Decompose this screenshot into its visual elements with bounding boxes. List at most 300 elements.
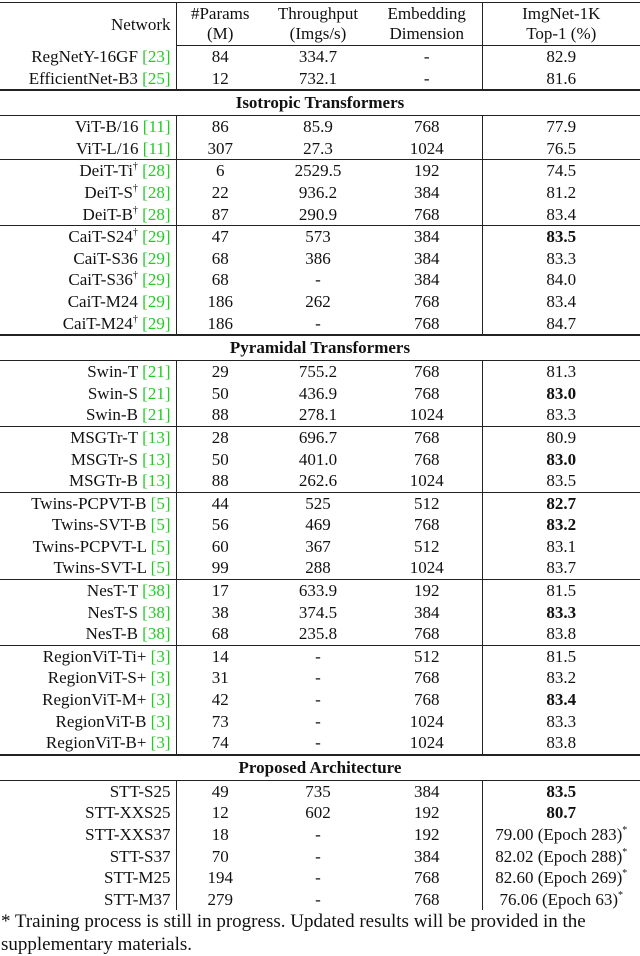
- network-name: RegNetY-16GF: [31, 46, 138, 66]
- top1-cell: [482, 580, 640, 602]
- throughput-cell: -: [264, 645, 372, 667]
- top1-cell: [482, 383, 640, 405]
- top1-value: 76.5: [546, 138, 577, 158]
- params-cell: 38: [211, 602, 229, 622]
- throughput-cell: -: [315, 868, 321, 888]
- top1-cell: [482, 536, 640, 558]
- network-cell: [0, 846, 176, 868]
- embedding-cell: -: [423, 68, 430, 88]
- table-row: [0, 580, 640, 602]
- top1-cell: [482, 557, 640, 579]
- section-title: Proposed Architecture: [0, 755, 640, 781]
- embedding-cell: 768: [372, 426, 482, 448]
- table-row: [0, 182, 640, 204]
- throughput-cell: -: [315, 668, 321, 688]
- params-cell: 99: [211, 558, 229, 578]
- top1-cell: [482, 492, 640, 514]
- citation-link: [29]: [142, 227, 171, 247]
- table-row: [0, 711, 640, 733]
- embedding-cell: 768: [414, 889, 440, 909]
- top1-cell: [482, 780, 640, 802]
- network-name: Swin-S: [87, 383, 138, 403]
- throughput-cell: -: [315, 825, 321, 844]
- params-cell: 88: [211, 471, 229, 491]
- params-cell: 14: [176, 645, 264, 667]
- params-cell: 87: [211, 204, 229, 224]
- throughput-cell: 469: [305, 515, 331, 535]
- top1-cell: [482, 160, 640, 182]
- throughput-cell: -: [315, 889, 321, 909]
- top1-cell: [482, 889, 640, 911]
- table-row: [0, 248, 640, 270]
- table-row: [0, 514, 640, 536]
- table-row: [0, 824, 640, 846]
- network-name: RegionViT-M+: [42, 690, 147, 710]
- params-cell: 29: [211, 362, 229, 382]
- network-cell: [0, 492, 176, 514]
- table-row: [0, 602, 640, 624]
- top1-value: 83.0: [546, 449, 577, 469]
- embedding-cell: 768: [414, 668, 440, 688]
- table-row: [0, 645, 640, 667]
- table-row: [0, 867, 640, 889]
- params-cell: 70: [211, 846, 229, 866]
- embedding-cell: 768: [414, 204, 440, 224]
- throughput-cell: 278.1: [298, 405, 338, 425]
- network-cell: [0, 602, 176, 624]
- throughput-cell: 290.9: [298, 204, 338, 224]
- network-name: STT-XXS25: [85, 803, 171, 823]
- top1-value: 80.7: [546, 803, 577, 823]
- header-top1-unit: Top-1 (%): [482, 24, 640, 46]
- network-cell: [0, 138, 176, 160]
- params-cell: 74: [211, 733, 229, 753]
- network-cell: [0, 889, 176, 911]
- table-row: [0, 291, 640, 313]
- network-name: Swin-B: [85, 405, 138, 425]
- throughput-cell: 262.6: [298, 471, 338, 491]
- table-row: [0, 802, 640, 824]
- network-cell: [0, 46, 176, 68]
- network-cell: [0, 689, 176, 711]
- top1-value: 83.4: [546, 690, 577, 710]
- network-cell: [0, 667, 176, 689]
- embedding-cell: 1024: [409, 471, 444, 491]
- network-name: CaiT-S36: [73, 248, 138, 268]
- top1-value: 77.9: [546, 117, 577, 137]
- table-row: [0, 426, 640, 448]
- section-header-row: [0, 755, 640, 781]
- embedding-cell: 768: [414, 313, 440, 333]
- dagger-mark: †: [132, 313, 138, 325]
- network-name: EfficientNet-B3: [28, 68, 138, 88]
- params-cell: 73: [211, 711, 229, 731]
- params-cell: 60: [211, 536, 229, 556]
- network-name: RegionViT-S+: [47, 668, 147, 688]
- header-embedding: Embedding: [387, 4, 466, 23]
- network-name: CaiT-M24: [67, 291, 138, 311]
- embedding-cell: 512: [414, 536, 440, 556]
- throughput-cell: 602: [305, 803, 331, 823]
- table-row: [0, 689, 640, 711]
- top1-value: 82.7: [546, 493, 577, 513]
- throughput-cell: 85.9: [303, 117, 333, 137]
- embedding-cell: -: [423, 47, 430, 66]
- top1-value: 82.60 (Epoch 269): [495, 868, 623, 888]
- top1-value: 83.5: [546, 781, 577, 801]
- embedding-cell: 192: [372, 580, 482, 602]
- top1-value: 83.2: [546, 668, 577, 688]
- network-cell: [0, 780, 176, 802]
- network-name: NesT-S: [87, 602, 138, 622]
- throughput-cell: 367: [305, 536, 331, 556]
- header-params-unit: (M): [176, 24, 264, 46]
- throughput-cell: 235.8: [298, 624, 338, 644]
- throughput-cell: 374.5: [298, 602, 338, 622]
- table-body: [0, 46, 640, 911]
- network-cell: [0, 580, 176, 602]
- network-cell: [0, 182, 176, 204]
- network-cell: [0, 470, 176, 492]
- header-top1: ImgNet-1K: [482, 3, 640, 25]
- table-row: [0, 492, 640, 514]
- table-row: [0, 780, 640, 802]
- top1-value: 83.3: [546, 602, 577, 622]
- header-throughput-unit: (Imgs/s): [264, 24, 372, 46]
- header-throughput: Throughput: [277, 4, 359, 23]
- params-cell: 6: [176, 160, 264, 182]
- table-row: [0, 68, 640, 91]
- embedding-cell: 384: [372, 226, 482, 248]
- citation-link: [23]: [142, 46, 171, 66]
- citation-link: [3]: [150, 646, 171, 666]
- top1-value: 83.2: [546, 515, 577, 535]
- top1-value: 81.2: [546, 182, 577, 202]
- table-row: [0, 46, 640, 68]
- params-cell: 22: [211, 182, 229, 202]
- throughput-cell: -: [315, 270, 321, 290]
- dagger-mark: †: [132, 182, 138, 194]
- throughput-cell: -: [315, 846, 321, 866]
- top1-value: 76.06 (Epoch 63): [499, 889, 618, 909]
- throughput-cell: 755.2: [298, 362, 338, 382]
- header-embedding-unit: Dimension: [372, 24, 482, 46]
- network-cell: [0, 160, 176, 182]
- citation-link: [3]: [150, 668, 171, 688]
- top1-value: 83.4: [546, 291, 577, 311]
- network-name: STT-M37: [104, 889, 171, 909]
- top1-cell: [482, 291, 640, 313]
- top1-value: 83.8: [546, 624, 577, 644]
- dagger-mark: †: [132, 227, 138, 239]
- embedding-cell: 192: [414, 803, 440, 823]
- throughput-cell: 573: [264, 226, 372, 248]
- network-name: DeiT-B: [82, 204, 133, 224]
- throughput-cell: 436.9: [298, 383, 338, 403]
- network-name: CaiT-S24: [68, 227, 133, 247]
- top1-cell: [482, 711, 640, 733]
- network-cell: [0, 426, 176, 448]
- top1-value: 83.3: [546, 248, 577, 268]
- throughput-cell: 334.7: [298, 47, 338, 66]
- embedding-cell: 384: [414, 182, 440, 202]
- network-cell: [0, 116, 176, 138]
- embedding-cell: 1024: [409, 711, 444, 731]
- params-cell: 12: [211, 68, 229, 88]
- top1-value: 82.9: [546, 47, 577, 66]
- top1-cell: [482, 645, 640, 667]
- top1-cell: [482, 470, 640, 492]
- network-cell: [0, 732, 176, 755]
- citation-link: [13]: [142, 427, 171, 447]
- table-row: [0, 889, 640, 911]
- top1-cell: [482, 404, 640, 426]
- section-title: Pyramidal Transformers: [0, 335, 640, 361]
- table-header: [0, 3, 640, 46]
- top1-cell: [482, 313, 640, 336]
- top1-cell: [482, 449, 640, 471]
- citation-link: [38]: [142, 602, 171, 622]
- embedding-cell: 384: [414, 248, 440, 268]
- top1-cell: [482, 138, 640, 160]
- network-name: Twins-SVT-B: [51, 515, 147, 535]
- network-cell: [0, 291, 176, 313]
- network-cell: [0, 514, 176, 536]
- throughput-cell: -: [315, 733, 321, 753]
- top1-value: 80.9: [546, 427, 577, 447]
- top1-cell: [482, 116, 640, 138]
- params-cell: 279: [207, 889, 233, 909]
- params-cell: 49: [211, 781, 229, 801]
- citation-link: [11]: [142, 117, 171, 137]
- top1-cell: [482, 269, 640, 291]
- embedding-cell: 1024: [409, 405, 444, 425]
- network-cell: [0, 645, 176, 667]
- network-cell: [0, 711, 176, 733]
- network-name: STT-M25: [104, 868, 171, 888]
- network-name: STT-S25: [109, 781, 171, 801]
- top1-cell: [482, 689, 640, 711]
- top1-value: 84.7: [546, 313, 577, 333]
- network-name: NesT-T: [86, 581, 138, 601]
- params-cell: 68: [211, 270, 229, 290]
- citation-link: [3]: [150, 711, 171, 731]
- params-cell: 31: [211, 668, 229, 688]
- params-cell: 194: [207, 868, 233, 888]
- throughput-cell: -: [315, 313, 321, 333]
- network-name: RegionViT-B+: [45, 733, 147, 753]
- dagger-mark: †: [132, 270, 138, 282]
- in-progress-mark: *: [618, 889, 623, 901]
- top1-value: 81.6: [546, 68, 577, 88]
- params-cell: 56: [211, 515, 229, 535]
- citation-link: [29]: [142, 270, 171, 290]
- embedding-cell: 512: [372, 645, 482, 667]
- citation-link: [21]: [142, 383, 171, 403]
- top1-value: 81.5: [546, 646, 577, 666]
- top1-cell: [482, 824, 640, 846]
- params-cell: 307: [207, 138, 233, 158]
- citation-link: [13]: [142, 471, 171, 491]
- results-table: [0, 2, 640, 910]
- citation-link: [38]: [142, 581, 171, 601]
- top1-cell: [482, 846, 640, 868]
- embedding-cell: 1024: [409, 558, 444, 578]
- table-row: [0, 623, 640, 645]
- network-name: MSGTr-S: [70, 449, 138, 469]
- network-cell: [0, 623, 176, 645]
- top1-value: 83.5: [546, 227, 577, 247]
- embedding-cell: 768: [414, 117, 440, 137]
- top1-value: 82.02 (Epoch 288): [495, 846, 623, 866]
- embedding-cell: 1024: [409, 733, 444, 753]
- table-row: [0, 449, 640, 471]
- table-row: [0, 667, 640, 689]
- top1-cell: [482, 204, 640, 226]
- params-cell: 18: [211, 825, 229, 844]
- params-cell: 17: [176, 580, 264, 602]
- top1-value: 83.5: [546, 471, 577, 491]
- params-cell: 84: [211, 47, 229, 66]
- table-row: [0, 383, 640, 405]
- embedding-cell: 768: [414, 515, 440, 535]
- top1-cell: [482, 46, 640, 68]
- throughput-cell: -: [315, 690, 321, 710]
- in-progress-mark: *: [622, 825, 628, 836]
- dagger-mark: †: [132, 161, 138, 173]
- embedding-cell: 384: [414, 846, 440, 866]
- throughput-cell: 696.7: [264, 426, 372, 448]
- network-cell: [0, 404, 176, 426]
- throughput-cell: 262: [305, 291, 331, 311]
- citation-link: [5]: [150, 493, 171, 513]
- top1-cell: [482, 514, 640, 536]
- params-cell: 186: [207, 291, 233, 311]
- network-name: Swin-T: [87, 362, 138, 382]
- table-row: [0, 160, 640, 182]
- table-row: [0, 846, 640, 868]
- table-row: [0, 557, 640, 579]
- citation-link: [13]: [142, 449, 171, 469]
- top1-cell: [482, 602, 640, 624]
- citation-link: [3]: [150, 690, 171, 710]
- network-name: Twins-SVT-L: [53, 558, 147, 578]
- citation-link: [21]: [142, 405, 171, 425]
- table-row: [0, 269, 640, 291]
- top1-value: 84.0: [546, 270, 577, 290]
- section-header-row: [0, 90, 640, 116]
- top1-value: 74.5: [546, 161, 577, 181]
- network-cell: [0, 313, 176, 336]
- dagger-mark: †: [132, 204, 138, 216]
- throughput-cell: 2529.5: [264, 160, 372, 182]
- throughput-cell: 386: [305, 248, 331, 268]
- table-row: [0, 138, 640, 160]
- citation-link: [29]: [142, 291, 171, 311]
- top1-cell: [482, 623, 640, 645]
- top1-cell: [482, 68, 640, 91]
- top1-cell: [482, 426, 640, 448]
- table-row: [0, 361, 640, 383]
- citation-link: [11]: [142, 138, 171, 158]
- top1-value: 83.0: [546, 383, 577, 403]
- network-cell: [0, 204, 176, 226]
- params-cell: 50: [211, 449, 229, 469]
- top1-value: 83.8: [546, 733, 577, 753]
- top1-cell: [482, 732, 640, 755]
- throughput-cell: 732.1: [298, 68, 338, 88]
- embedding-cell: 384: [414, 781, 440, 801]
- header-network: Network: [0, 3, 176, 46]
- params-cell: 28: [176, 426, 264, 448]
- citation-link: [38]: [142, 624, 171, 644]
- top1-value: 83.4: [546, 204, 577, 224]
- top1-cell: [482, 226, 640, 248]
- throughput-cell: 288: [305, 558, 331, 578]
- embedding-cell: 384: [414, 602, 440, 622]
- top1-cell: [482, 248, 640, 270]
- params-cell: 68: [211, 624, 229, 644]
- network-cell: [0, 68, 176, 91]
- network-cell: [0, 383, 176, 405]
- throughput-cell: 401.0: [298, 449, 338, 469]
- embedding-cell: 1024: [409, 138, 444, 158]
- embedding-cell: 768: [414, 362, 440, 382]
- throughput-cell: 936.2: [298, 182, 338, 202]
- citation-link: [21]: [142, 362, 171, 382]
- network-cell: [0, 536, 176, 558]
- top1-cell: [482, 867, 640, 889]
- throughput-cell: -: [315, 711, 321, 731]
- citation-link: [28]: [142, 161, 171, 181]
- throughput-cell: 525: [264, 492, 372, 514]
- top1-value: 79.00 (Epoch 283): [495, 825, 623, 844]
- table-row: [0, 116, 640, 138]
- section-title: Isotropic Transformers: [0, 90, 640, 116]
- embedding-cell: 512: [372, 492, 482, 514]
- params-cell: 186: [207, 313, 233, 333]
- network-name: MSGTr-T: [70, 427, 138, 447]
- section-header-row: [0, 335, 640, 361]
- top1-value: 81.3: [546, 362, 577, 382]
- network-name: ViT-L/16: [75, 138, 139, 158]
- network-name: CaiT-M24: [62, 313, 133, 333]
- table-row: [0, 536, 640, 558]
- embedding-cell: 768: [414, 624, 440, 644]
- top1-cell: [482, 667, 640, 689]
- network-cell: [0, 824, 176, 846]
- throughput-cell: 27.3: [303, 138, 333, 158]
- table-row: [0, 204, 640, 226]
- network-cell: [0, 557, 176, 579]
- embedding-cell: 384: [414, 270, 440, 290]
- params-cell: 44: [176, 492, 264, 514]
- citation-link: [3]: [150, 733, 171, 753]
- header-params: #Params: [190, 4, 250, 23]
- table-row: [0, 404, 640, 426]
- embedding-cell: 192: [372, 160, 482, 182]
- top1-cell: [482, 361, 640, 383]
- params-cell: 47: [176, 226, 264, 248]
- network-cell: [0, 867, 176, 889]
- top1-cell: [482, 182, 640, 204]
- table-row: [0, 226, 640, 248]
- citation-link: [25]: [142, 68, 171, 88]
- in-progress-mark: *: [622, 846, 628, 858]
- network-name: STT-S37: [109, 846, 171, 866]
- network-name: Twins-PCPVT-B: [31, 493, 147, 513]
- footnote: * Training process is still in progress. Updated results will be provided in the supplementary materials.: [1, 911, 586, 956]
